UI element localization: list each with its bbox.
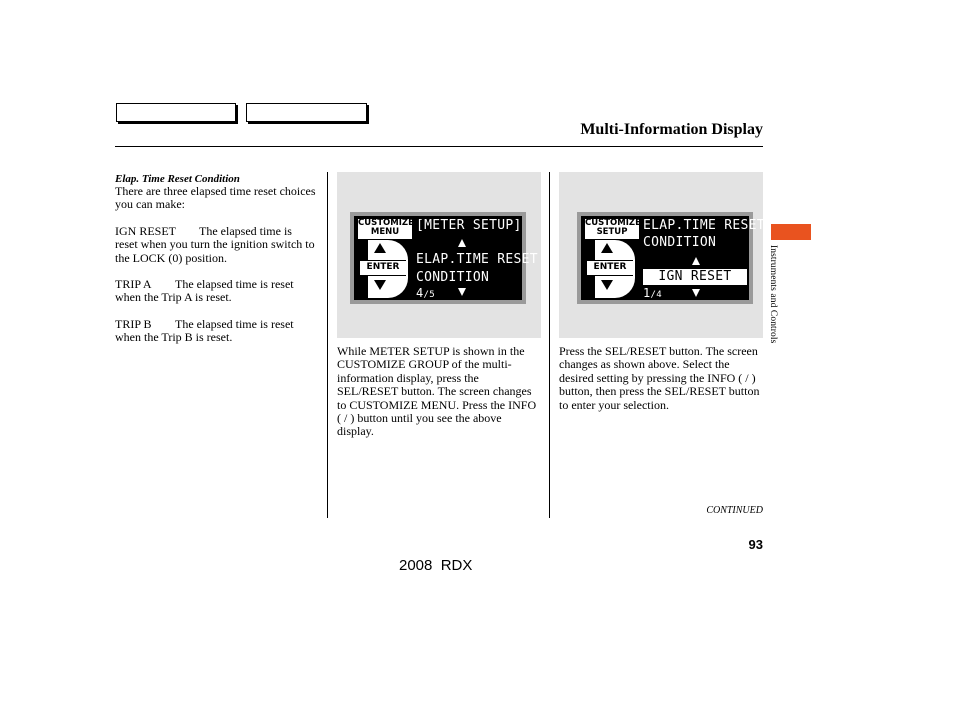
lcd-line-2: ELAP.TIME RESET (416, 252, 538, 267)
up-arrow-icon (601, 243, 613, 253)
list-item (115, 318, 320, 345)
section-label: Instruments and Controls (768, 245, 778, 344)
section-tab (771, 224, 811, 240)
lcd-text-area (643, 216, 765, 300)
nav-box-previous[interactable] (116, 103, 236, 122)
item-desc: The elapsed time is (199, 223, 292, 238)
customize-setup-label: CUSTOMIZE SETUP (585, 218, 641, 237)
page-title: Multi-Information Display (580, 121, 763, 138)
item-desc-rest: when the Trip B is reset. (115, 330, 233, 345)
right-column-text: Press the SEL/RESET button. The screen changes as shown above. Select the desired setting by pressing the INFO ( / ) button, then press the SEL/RESET button to enter your selection. (559, 344, 760, 412)
lcd-line-1: ELAP.TIME RESET (643, 218, 765, 233)
intro-text: There are three elapsed time reset choices you can make: (115, 184, 316, 212)
item-desc: The elapsed time is reset (175, 277, 294, 292)
down-arrow-icon (458, 288, 466, 296)
up-arrow-icon (458, 239, 466, 247)
item-desc: The elapsed time is reset (175, 316, 294, 331)
column-divider (549, 172, 550, 518)
item-term: IGN RESET (115, 223, 176, 238)
lcd-line-3: CONDITION (416, 270, 490, 285)
display-illustration-2 (559, 172, 763, 338)
list-item (115, 225, 320, 265)
section-subheading: Elap. Time Reset Condition (115, 173, 240, 185)
model-footer: 2008 RDX (399, 557, 473, 574)
item-desc-rest: reset when you turn the ignition switch to the LOCK (0) position. (115, 237, 315, 265)
header-rule (115, 146, 763, 147)
list-item (115, 278, 320, 305)
customize-menu-label: CUSTOMIZE MENU (358, 218, 414, 237)
down-arrow-icon (692, 289, 700, 297)
lcd-line-1: [METER SETUP] (416, 218, 522, 233)
item-term: TRIP A (115, 277, 152, 292)
column-divider (327, 172, 328, 518)
display-illustration-1 (337, 172, 541, 338)
up-arrow-icon (374, 243, 386, 253)
middle-column-text: While METER SETUP is shown in the CUSTOMIZE GROUP of the multi-information display, press the SEL/RESET button. The screen changes to CUSTOMIZE MENU. Press the INFO ( / ) button until you see the above display. (337, 344, 537, 439)
down-arrow-icon (374, 280, 386, 290)
enter-label: ENTER (360, 260, 406, 276)
lcd-selected-option: IGN RESET (643, 269, 747, 285)
lcd-screen (577, 212, 765, 304)
up-arrow-icon (692, 257, 700, 265)
item-term: TRIP B (115, 316, 152, 331)
left-column (115, 173, 320, 345)
page-indicator: 1/4 (643, 286, 662, 300)
down-arrow-icon (601, 280, 613, 290)
lcd-screen (350, 212, 538, 304)
continued-note: CONTINUED (706, 505, 763, 516)
item-desc-rest: when the Trip A is reset. (115, 290, 232, 305)
enter-label: ENTER (587, 260, 633, 276)
nav-box-next[interactable] (246, 103, 367, 122)
page-number: 93 (748, 537, 763, 552)
page-indicator: 4/5 (416, 286, 435, 300)
lcd-line-2: CONDITION (643, 235, 717, 250)
lcd-text-area (416, 216, 538, 300)
